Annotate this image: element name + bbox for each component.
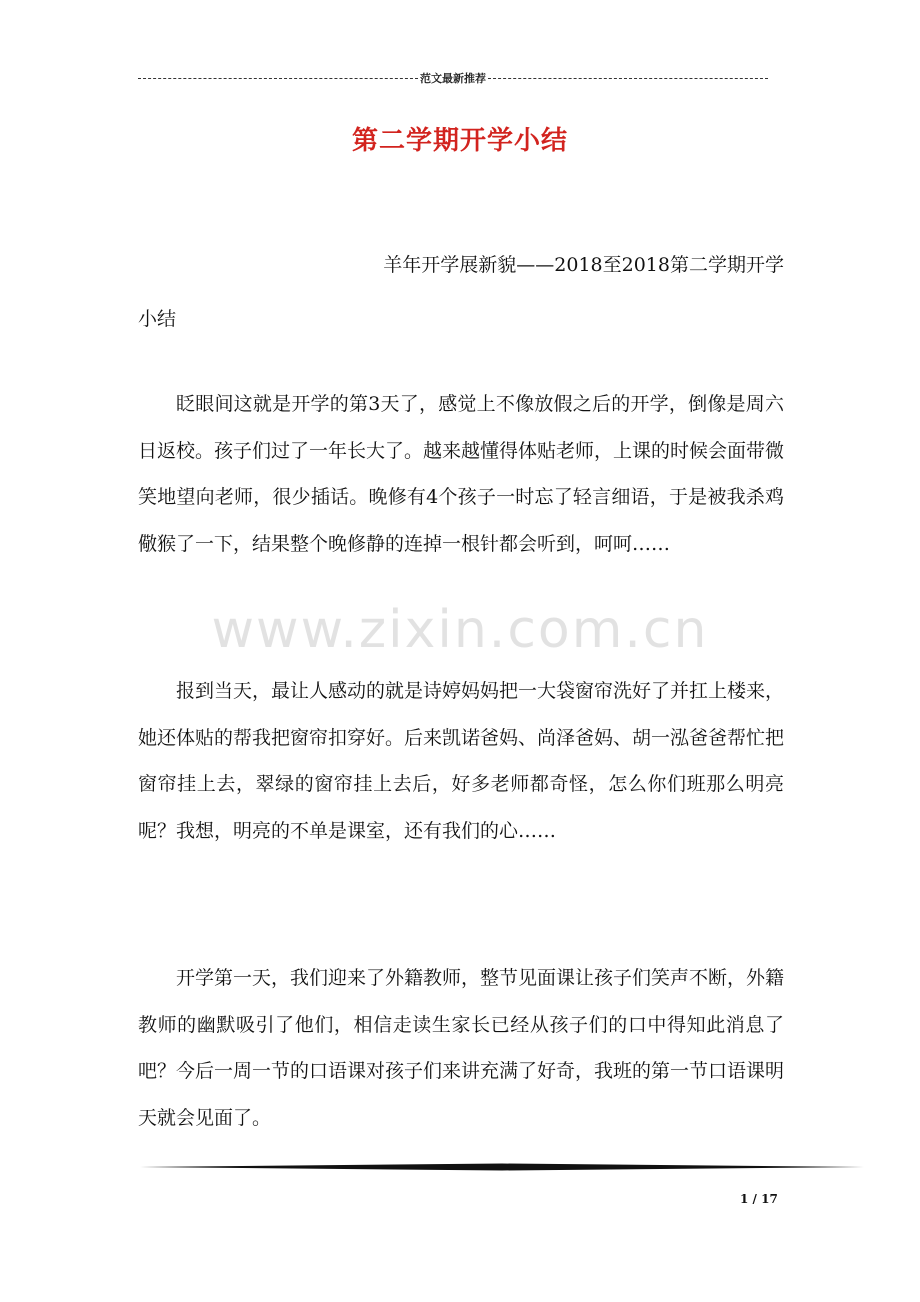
- subtitle-line-2: 小结: [138, 308, 177, 330]
- document-title: 第二学期开学小结: [351, 126, 568, 156]
- paragraph: 报到当天，最让人感动的就是诗婷妈妈把一大袋窗帘洗好了并扛上楼来，她还体贴的帮我把窗帘扣穿好。后来凯诺爸妈、尚泽爸妈、胡一泓爸爸帮忙把窗帘挂上去，翠绿的窗帘挂上去后，好多老师都奇怪，怎么你们班那么明亮呢？我想，明亮的不单是课室，还有我们的心……: [138, 680, 785, 842]
- header-dash-right: [488, 78, 768, 79]
- header-label: 范文最新推荐: [420, 72, 486, 85]
- header-dash-left: [138, 78, 418, 79]
- watermark: www.zixin.com.cn: [211, 600, 709, 660]
- page-number: 1 / 17: [740, 1192, 778, 1206]
- paragraph: 开学第一天，我们迎来了外籍教师，整节见面课让孩子们笑声不断，外籍教师的幽默吸引了他们，相信走读生家长已经从孩子们的口中得知此消息了吧？今后一周一节的口语课对孩子们来讲充满了好奇，我班的第一节口语课明天就会见面了。: [138, 967, 785, 1129]
- page-header: [138, 68, 768, 88]
- subtitle-line-1: 羊年开学展新貌——2018至2018第二学期开学: [383, 254, 784, 276]
- footer-divider: [140, 1163, 864, 1171]
- document-subtitle: [138, 238, 784, 346]
- paragraph: 眨眼间这就是开学的第3天了，感觉上不像放假之后的开学，倒像是周六日返校。孩子们过了一年长大了。越来越懂得体贴老师，上课的时候会面带微笑地望向老师，很少插话。晚修有4个孩子一时忘了轻言细语，于是被我杀鸡儆猴了一下，结果整个晚修静的连掉一根针都会听到，呵呵……: [138, 393, 785, 555]
